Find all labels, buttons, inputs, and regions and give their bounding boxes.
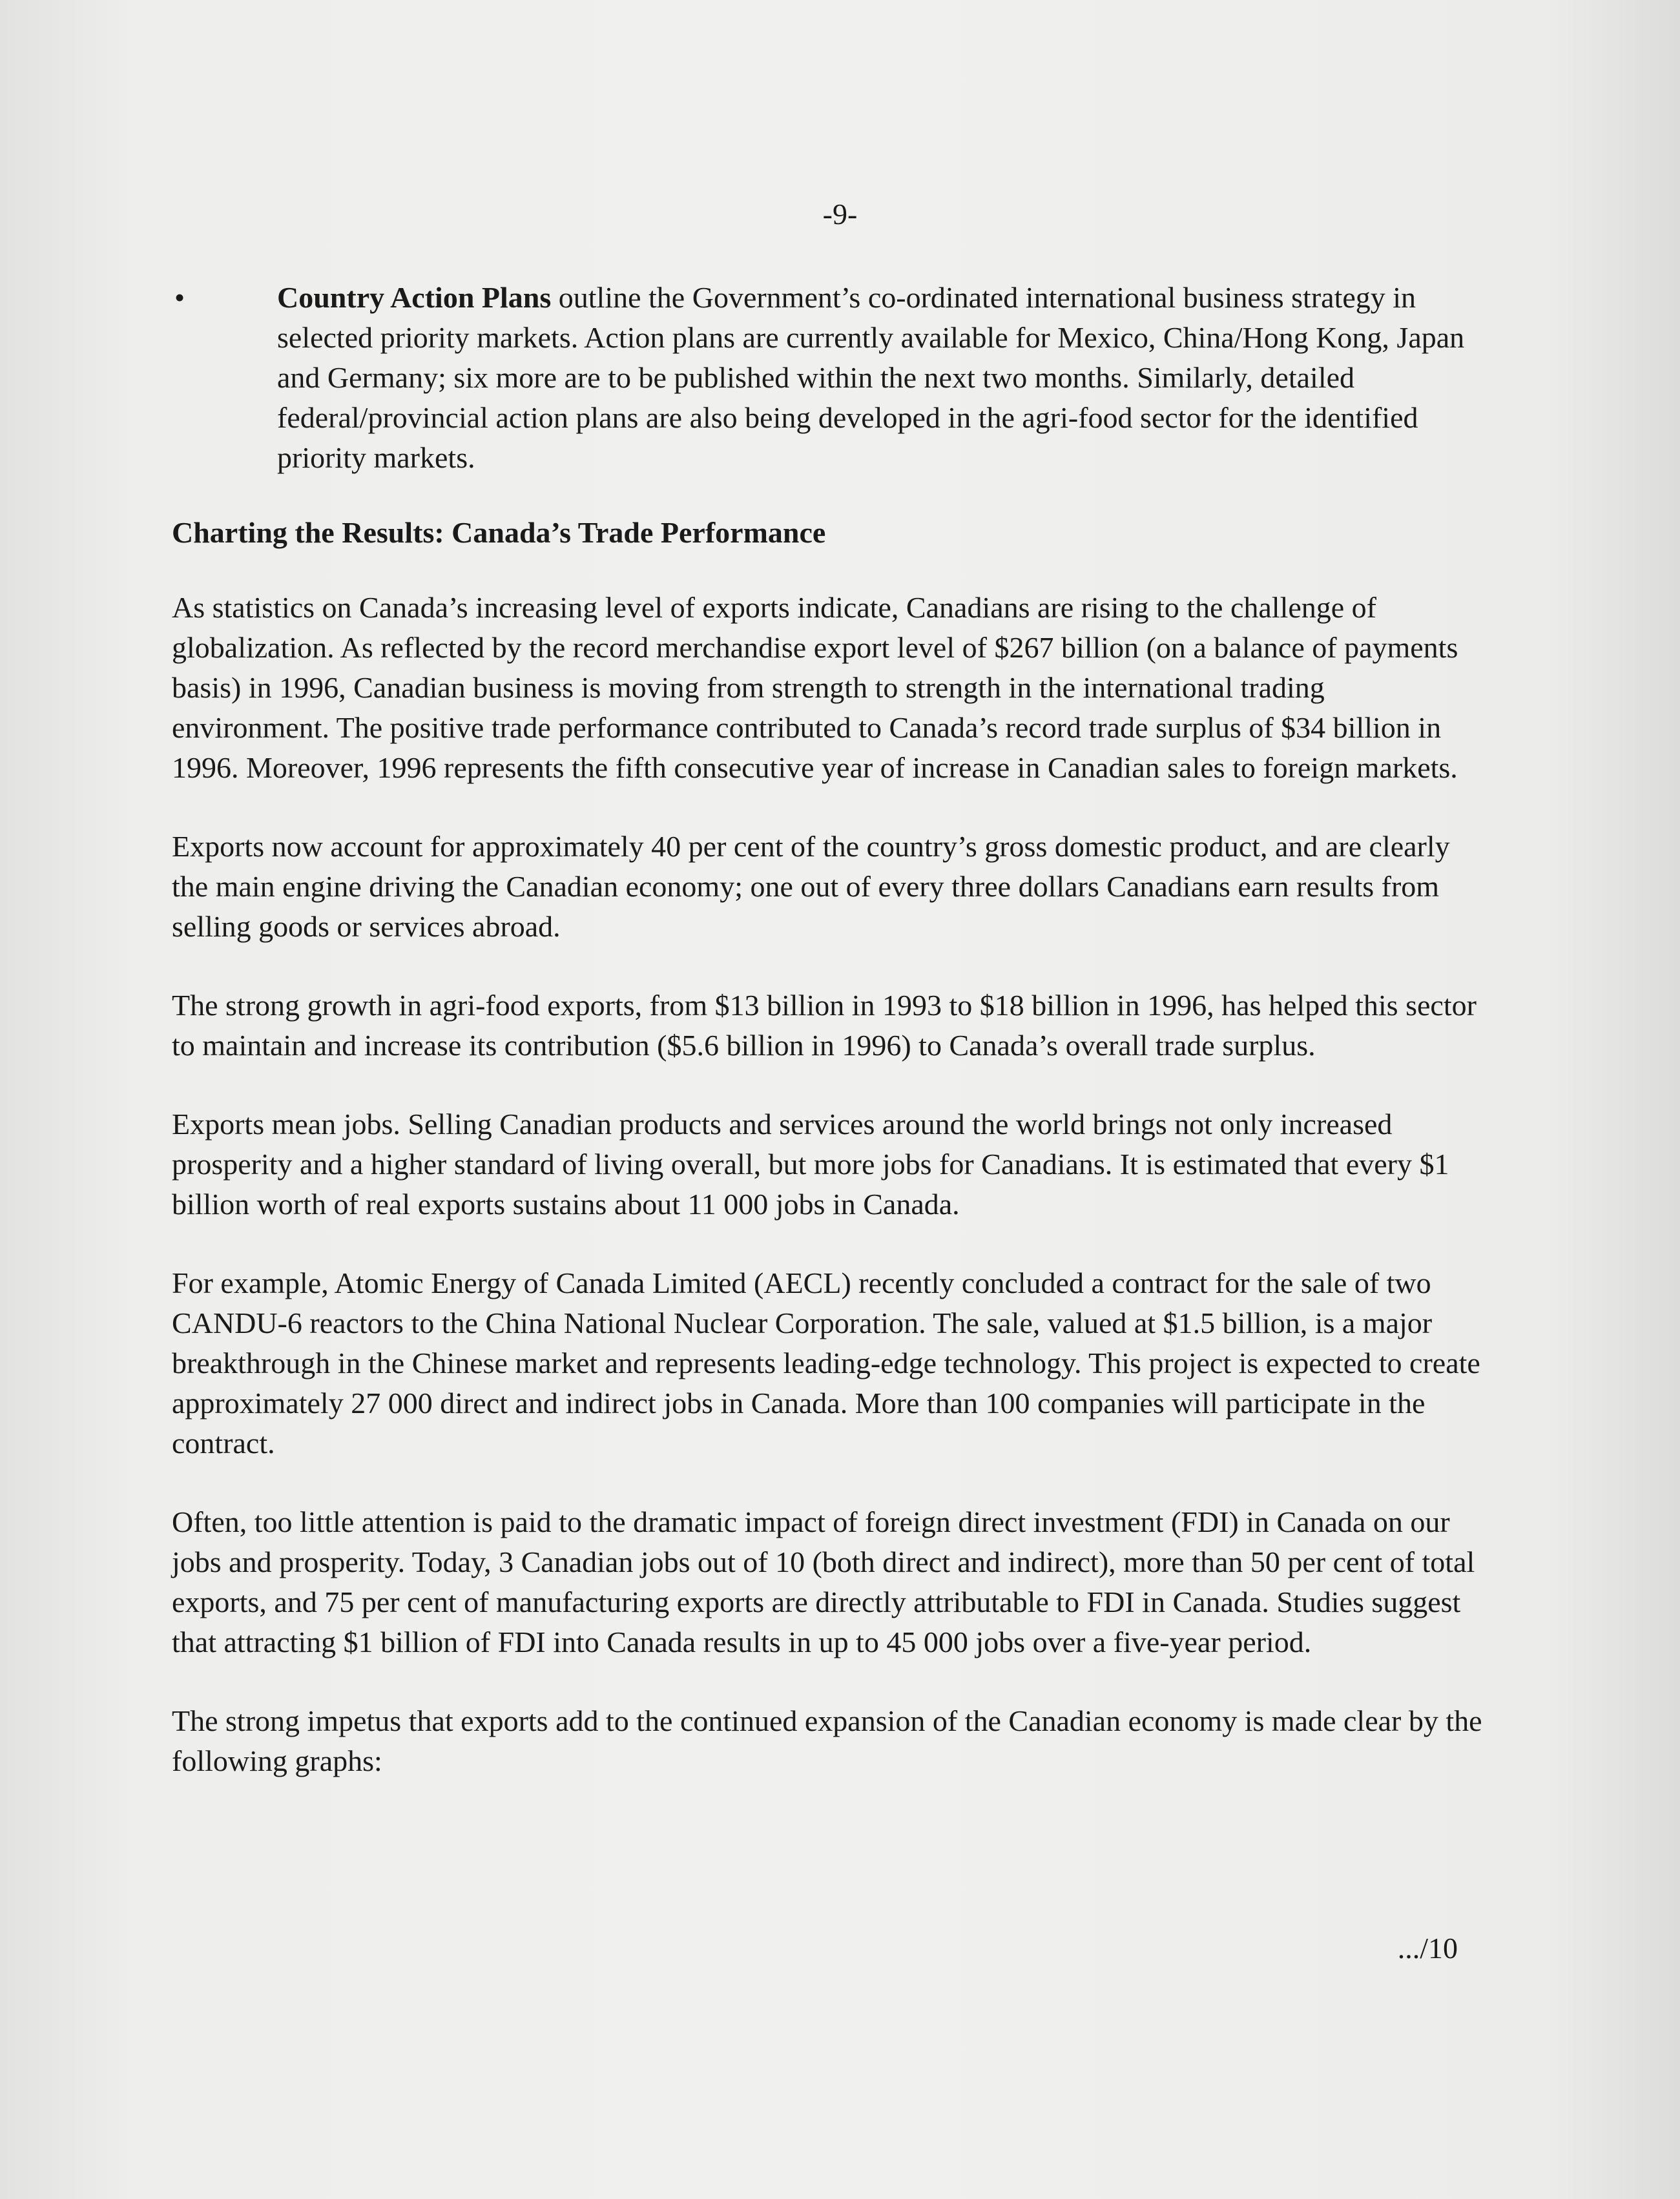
paragraph-fdi: Often, too little attention is paid to the dramatic impact of foreign direct investment (FDI) in Canada on our jobs and prosperity. Today, 3 Canadian jobs out of 10 (both direct and indirect), more than 50 per cent of total exports, and 75 per cent of manufacturing exports are directly attributable to FDI in Canada. Studies suggest that attracting $1 billion of FDI into Canada results in up to 45 000 jobs over a five-year period.	[172, 1505, 1475, 1658]
paragraph-gdp-share: Exports now account for approximately 40 per cent of the country’s gross domestic product, and are clearly the main engine driving the Canadian economy; one out of every three dollars Canadians earn results from selling goods or services abroad.	[172, 830, 1450, 943]
bullet-lead: Country Action Plans	[277, 281, 552, 314]
paragraph-exports-jobs: Exports mean jobs. Selling Canadian products and services around the world brings not only increased prosperity and a higher standard of living overall, but more jobs for Canadians. It is estimated that every $1 billion worth of real exports sustains about 11 000 jobs in Canada.	[172, 1108, 1449, 1221]
next-page-marker: .../10	[1397, 1932, 1458, 1965]
paragraph-graphs-intro: The strong impetus that exports add to the continued expansion of the Canadian economy is made clear by the following graphs:	[172, 1704, 1482, 1777]
bullet-item-country-action-plans	[172, 278, 1483, 478]
paragraph-exports-record: As statistics on Canada’s increasing level of exports indicate, Canadians are rising to the challenge of globalization. As reflected by the record merchandise export level of $267 billion (on a balance of payments basis) in 1996, Canadian business is moving from strength to strength in the international trading environment. The positive trade performance contributed to Canada’s record trade surplus of $34 billion in 1996. Moreover, 1996 represents the fifth consecutive year of increase in Canadian sales to foreign markets.	[172, 591, 1458, 784]
page-number: -9-	[822, 198, 858, 231]
page-content	[172, 278, 1483, 1820]
paragraph-agri-food: The strong growth in agri-food exports, from $13 billion in 1993 to $18 billion in 1996, has helped this sector to maintain and increase its contribution ($5.6 billion in 1996) to Canada’s overall trade surplus.	[172, 989, 1477, 1062]
bullet-text: outline the Government’s co-ordinated international business strategy in selected priority markets. Action plans are currently available for Mexico, China/Hong Kong, Japan and Germany; six more are to be published within the next two months. Similarly, detailed federal/provincial action plans are also being developed in the agri-food sector for the identified priority markets.	[277, 281, 1465, 474]
bullet-icon: •	[174, 281, 185, 314]
paragraph-aecl-example: For example, Atomic Energy of Canada Limited (AECL) recently concluded a contract for the sale of two CANDU-6 reactors to the China National Nuclear Corporation. The sale, valued at $1.5 billion, is a major breakthrough in the Chinese market and represents leading-edge technology. This project is expected to create approximately 27 000 direct and indirect jobs in Canada. More than 100 companies will participate in the contract.	[172, 1266, 1480, 1460]
section-heading: Charting the Results: Canada’s Trade Performance	[172, 516, 826, 549]
